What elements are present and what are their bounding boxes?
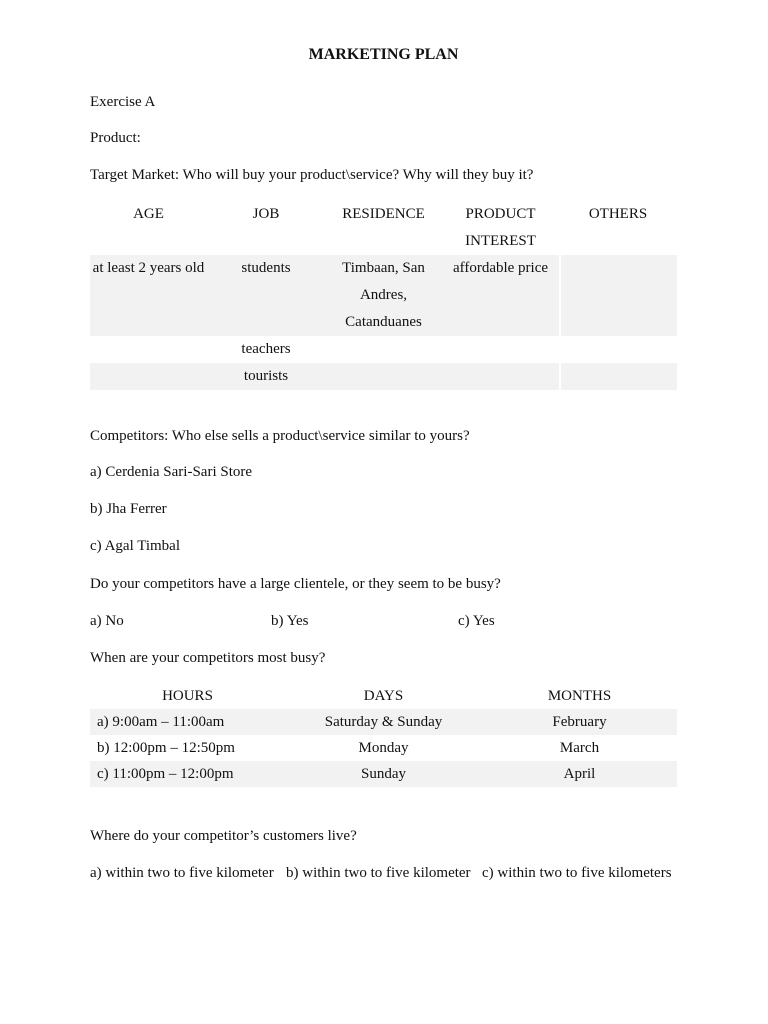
- list-item: c) Agal Timbal: [90, 538, 181, 554]
- cell-hours: c) 11:00pm – 12:00pm: [90, 761, 285, 787]
- header-age: AGE: [133, 206, 164, 222]
- header-others: OTHERS: [588, 206, 648, 222]
- cell-days: Sunday: [285, 761, 482, 787]
- cell-residence: [325, 336, 442, 363]
- cell-others: [559, 255, 677, 336]
- cell-product-interest: affordable price: [442, 255, 559, 336]
- cell-days: Monday: [358, 740, 409, 756]
- list-item: a) Cerdenia Sari-Sari Store: [90, 464, 253, 480]
- cell-job: students: [207, 255, 325, 336]
- cell-others: [559, 363, 677, 390]
- customers-answer: b) within two to five kilometer: [286, 865, 471, 881]
- competitors-question: Competitors: Who else sells a product\service similar to yours?: [90, 428, 470, 444]
- customers-question: Where do your competitor’s customers live?: [90, 828, 357, 844]
- table-row: [90, 336, 677, 363]
- cell-age: [90, 336, 207, 363]
- list-item: b) Jha Ferrer: [90, 501, 167, 517]
- header-residence: RESIDENCE: [342, 206, 425, 222]
- header-months: MONTHS: [547, 688, 612, 704]
- cell-age: [90, 363, 207, 390]
- clientele-answer: a) No: [90, 613, 124, 629]
- cell-days: Saturday & Sunday: [285, 709, 482, 735]
- customers-answer: c) within two to five kilometers: [482, 865, 672, 881]
- table-row: [90, 363, 677, 390]
- table-row: [90, 735, 677, 761]
- clientele-answer: b) Yes: [271, 613, 309, 629]
- cell-residence: Timbaan, San Andres, Catanduanes: [325, 255, 442, 336]
- table-row: [90, 709, 677, 735]
- cell-hours: a) 9:00am – 11:00am: [90, 709, 285, 735]
- clientele-question: Do your competitors have a large clientele, or they seem to be busy?: [90, 576, 501, 592]
- header-product-interest: PRODUCT INTEREST: [465, 206, 536, 249]
- cell-others: [559, 336, 677, 363]
- target-market-question: Target Market: Who will buy your product\service? Why will they buy it?: [90, 167, 534, 183]
- cell-months: February: [482, 709, 677, 735]
- cell-months: April: [482, 761, 677, 787]
- exercise-label: Exercise A: [90, 94, 156, 110]
- table-row: [90, 761, 677, 787]
- cell-age: at least 2 years old: [90, 255, 207, 336]
- header-days: DAYS: [363, 688, 404, 704]
- product-label: Product:: [90, 130, 141, 146]
- busy-question: When are your competitors most busy?: [90, 650, 326, 666]
- cell-product-interest: [442, 336, 559, 363]
- cell-hours: b) 12:00pm – 12:50pm: [97, 740, 235, 756]
- table-header-row: [90, 201, 677, 255]
- cell-job: teachers: [241, 341, 291, 357]
- table-row: [90, 255, 677, 336]
- document-title: MARKETING PLAN: [308, 46, 459, 63]
- clientele-answer: c) Yes: [458, 613, 495, 629]
- cell-product-interest: [442, 363, 559, 390]
- header-job: JOB: [252, 206, 280, 222]
- busy-times-table: [90, 683, 677, 787]
- customers-answer: a) within two to five kilometer: [90, 865, 274, 881]
- header-hours: HOURS: [162, 688, 213, 704]
- cell-residence: [325, 363, 442, 390]
- table-header-row: [90, 683, 677, 709]
- cell-months: March: [559, 740, 600, 756]
- cell-job: tourists: [207, 363, 325, 390]
- target-market-table: [90, 201, 677, 390]
